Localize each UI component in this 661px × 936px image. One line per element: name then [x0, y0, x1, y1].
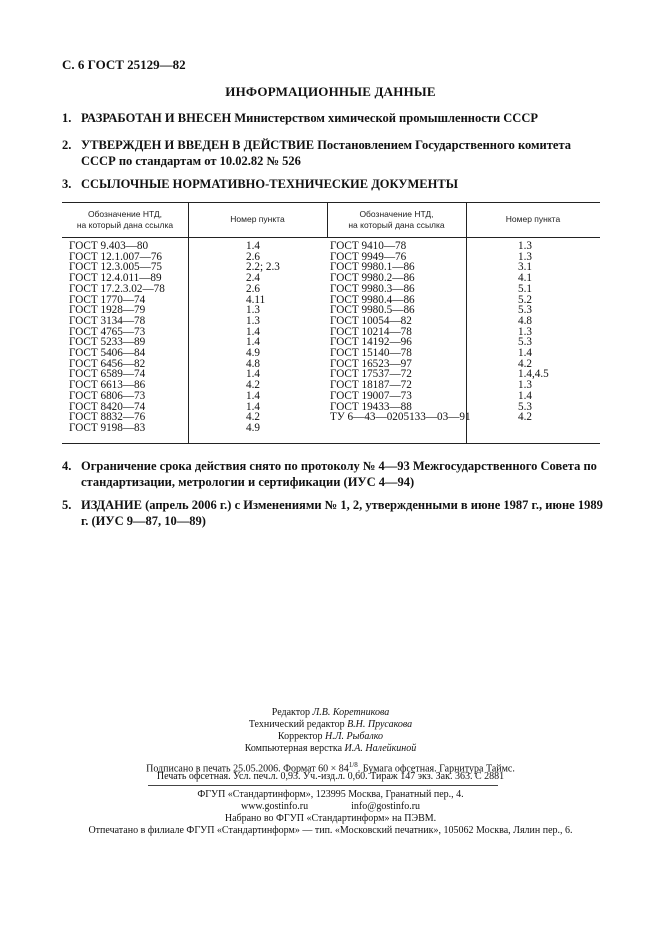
table-cell-doc: ГОСТ 15140—78 [330, 347, 412, 360]
imprint-layout [0, 743, 661, 755]
table-cell-point: 1.3 [518, 379, 532, 392]
table-cell-point: 1.4,4.5 [518, 368, 549, 381]
column-doc-left [69, 241, 165, 434]
table-cell-doc: ГОСТ 19433—88 [330, 400, 412, 413]
header-ntd-designation-2: Обозначение НТД, на который дана ссылка [348, 209, 445, 230]
column-point-right [518, 241, 549, 423]
table-cell-doc: ГОСТ 16523—97 [330, 357, 412, 370]
table-cell-point: 1.4 [518, 347, 532, 360]
imprint-typeset: Набрано во ФГУП «Стандартинформ» на ПЭВМ. [224, 813, 437, 824]
table-cell-doc: ГОСТ 5233—89 [69, 336, 146, 349]
info-item-3 [62, 176, 607, 192]
info-item-2 [62, 137, 607, 169]
layout-name: И.А. Налейкиной [344, 743, 417, 754]
item-text: Ограничение срока действия снято по протоколу № 4—93 Межгосударственного Совета по стандартизации, метрологии и сертификации (ИУС 4—94) [81, 459, 597, 489]
table-cell-point: 4.11 [246, 293, 266, 306]
editor-name: Л.В. Коретникова [312, 707, 390, 718]
table-cell-doc: ГОСТ 14192—96 [330, 336, 412, 349]
item-heading: РАЗРАБОТАН И ВНЕСЕН [81, 111, 232, 125]
table-cell-point: 3.1 [518, 261, 532, 274]
table-cell-point: 1.3 [518, 325, 532, 338]
table-cell-point: 5.3 [518, 304, 532, 317]
item-heading: УТВЕРЖДЕН И ВВЕДЕН В ДЕЙСТВИЕ [81, 138, 315, 152]
imprint-publisher: ФГУП «Стандартинформ», 123995 Москва, Гранатный пер., 4. [197, 789, 464, 800]
table-cell-point: 4.2 [518, 357, 532, 370]
header-point-number-1: Номер пункта [230, 214, 285, 224]
table-cell-point: 5.2 [518, 293, 532, 306]
table-cell-doc: ГОСТ 1928—79 [69, 304, 146, 317]
table-cell-doc: ГОСТ 10054—82 [330, 314, 412, 327]
table-cell-doc: ГОСТ 9949—76 [330, 250, 407, 263]
print-format-text: Подписано в печать 25.05.2006. Формат 60 × 84 [146, 763, 349, 775]
website-link[interactable]: www.gostinfo.ru [240, 801, 309, 812]
table-cell-point: 2.2; 2.3 [246, 261, 280, 274]
item-text: Постановлением Государственного комитета СССР по стандартам от 10.02.82 № 526 [81, 138, 571, 168]
table-cell-doc: ГОСТ 8420—74 [69, 400, 146, 413]
table-cell-point: 4.2 [246, 411, 260, 424]
table-cell-doc: ГОСТ 9980.2—86 [330, 272, 415, 285]
table-cell-doc: ГОСТ 6806—73 [69, 389, 146, 402]
page-title: ИНФОРМАЦИОННЫЕ ДАННЫЕ [225, 84, 436, 99]
item-heading: ССЫЛОЧНЫЕ НОРМАТИВНО-ТЕХНИЧЕСКИЕ ДОКУМЕНТЫ [81, 177, 458, 191]
table-cell-doc: ГОСТ 6589—74 [69, 368, 146, 381]
table-cell-doc: ГОСТ 3134—78 [69, 314, 146, 327]
table-cell-point: 5.1 [518, 282, 532, 295]
table-cell-doc: ГОСТ 9980.1—86 [330, 261, 415, 274]
table-cell-doc: ГОСТ 5406—84 [69, 347, 146, 360]
table-cell-doc: ГОСТ 9980.3—86 [330, 282, 415, 295]
imprint-proofreader [0, 731, 661, 743]
table-cell-point: 1.4 [246, 368, 260, 381]
table-cell-point: 1.4 [246, 325, 260, 338]
table-cell-doc: ГОСТ 9198—83 [69, 421, 146, 434]
table-cell-point: 4.9 [246, 347, 260, 360]
column-doc-right [330, 241, 471, 423]
table-cell-doc: ГОСТ 1770—74 [69, 293, 146, 306]
table-cell-doc: ГОСТ 12.1.007—76 [69, 250, 163, 263]
table-cell-doc: ГОСТ 17537—72 [330, 368, 412, 381]
imprint-editor [0, 707, 661, 719]
imprint-contacts [0, 801, 661, 813]
editor-label: Редактор [271, 707, 311, 718]
table-cell-point: 4.9 [246, 421, 260, 434]
proofreader-name: Н.Л. Рыбалко [325, 731, 384, 742]
table-cell-doc: ГОСТ 6456—82 [69, 357, 146, 370]
item-number: 5. [62, 498, 72, 512]
table-cell-point: 1.4 [246, 240, 260, 252]
table-cell-point: 2.6 [246, 250, 260, 263]
table-cell-point: 4.1 [518, 272, 532, 285]
item-number: 3. [62, 177, 72, 191]
table-cell-point: 1.4 [518, 389, 532, 402]
table-cell-doc: ГОСТ 9.403—80 [69, 240, 149, 252]
table-cell-doc: ГОСТ 17.2.3.02—78 [69, 282, 165, 295]
table-cell-point: 4.2 [518, 411, 532, 424]
table-cell-point: 1.3 [518, 240, 532, 252]
table-cell-point: 4.2 [246, 379, 260, 392]
table-cell-point: 1.4 [246, 400, 260, 413]
print-paper-text: . Бумага офсетная. Гарнитура Таймс. [357, 763, 515, 775]
table-cell-doc: ГОСТ 6613—86 [69, 379, 146, 392]
item-number: 1. [62, 111, 72, 125]
table-cell-point: 1.4 [246, 389, 260, 402]
table-cell-doc: ГОСТ 9980.5—86 [330, 304, 415, 317]
imprint-printed: Отпечатано в филиале ФГУП «Стандартинформ» — тип. «Московский печатник», 105062 Москва, Лялин пер., 6. [88, 825, 573, 836]
info-item-1 [62, 110, 607, 126]
item-heading: ИЗДАНИЕ [81, 498, 142, 512]
proofreader-label: Корректор [277, 731, 323, 742]
info-item-5 [62, 497, 607, 529]
header-point-number-2: Номер пункта [505, 214, 561, 224]
table-cell-point: 4.8 [246, 357, 260, 370]
table-cell-point: 5.3 [518, 400, 532, 413]
table-cell-point: 1.3 [246, 314, 260, 327]
table-cell-point: 4.8 [518, 314, 532, 327]
reference-documents-table [62, 202, 600, 444]
layout-label: Компьютерная верстка [244, 743, 343, 754]
table-cell-point: 1.3 [246, 304, 260, 317]
table-cell-doc: ГОСТ 19007—73 [330, 389, 412, 402]
table-cell-doc: ГОСТ 12.4.011—89 [69, 272, 162, 285]
tech-editor-label: Технический редактор [248, 719, 345, 730]
table-cell-doc: ГОСТ 9980.4—86 [330, 293, 415, 306]
table-cell-point: 2.4 [246, 272, 260, 285]
item-text: Министерством химической промышленности СССР [234, 111, 538, 125]
table-cell-doc: ГОСТ 10214—78 [330, 325, 412, 338]
table-cell-doc: ГОСТ 18187—72 [330, 379, 412, 392]
table-cell-doc: ГОСТ 12.3.005—75 [69, 261, 163, 274]
table-cell-point: 1.3 [518, 250, 532, 263]
email-link[interactable]: info@gostinfo.ru [351, 801, 421, 812]
table-cell-doc: ТУ 6—43—0205133—03—91 [330, 411, 471, 424]
item-number: 4. [62, 459, 72, 473]
column-point-left [246, 241, 280, 434]
table-cell-doc: ГОСТ 8832—76 [69, 411, 146, 424]
item-number: 2. [62, 138, 72, 152]
tech-editor-name: В.Н. Прусакова [347, 719, 413, 730]
table-cell-doc: ГОСТ 9410—78 [330, 240, 407, 252]
table-cell-point: 5.3 [518, 336, 532, 349]
imprint-print-line-2: Печать офсетная. Усл. печ.л. 0,93. Уч.-изд.л. 0,60. Тираж 147 экз. Зак. 363. С 2881 [156, 771, 505, 782]
table-cell-point: 1.4 [246, 336, 260, 349]
header-ntd-designation-1: Обозначение НТД, на который дана ссылка [76, 209, 174, 230]
print-format-fraction: 1/8 [348, 761, 358, 769]
page-header: С. 6 ГОСТ 25129—82 [62, 57, 186, 72]
table-cell-doc: ГОСТ 4765—73 [69, 325, 146, 338]
item-text: (апрель 2006 г.) с Изменениями № 1, 2, утвержденными в июне 1987 г., июне 1989 г. (ИУС 9—87, 10—89) [81, 498, 603, 528]
info-item-4 [62, 458, 607, 490]
imprint-divider [148, 785, 498, 786]
imprint-tech-editor [0, 719, 661, 731]
table-cell-point: 2.6 [246, 282, 260, 295]
